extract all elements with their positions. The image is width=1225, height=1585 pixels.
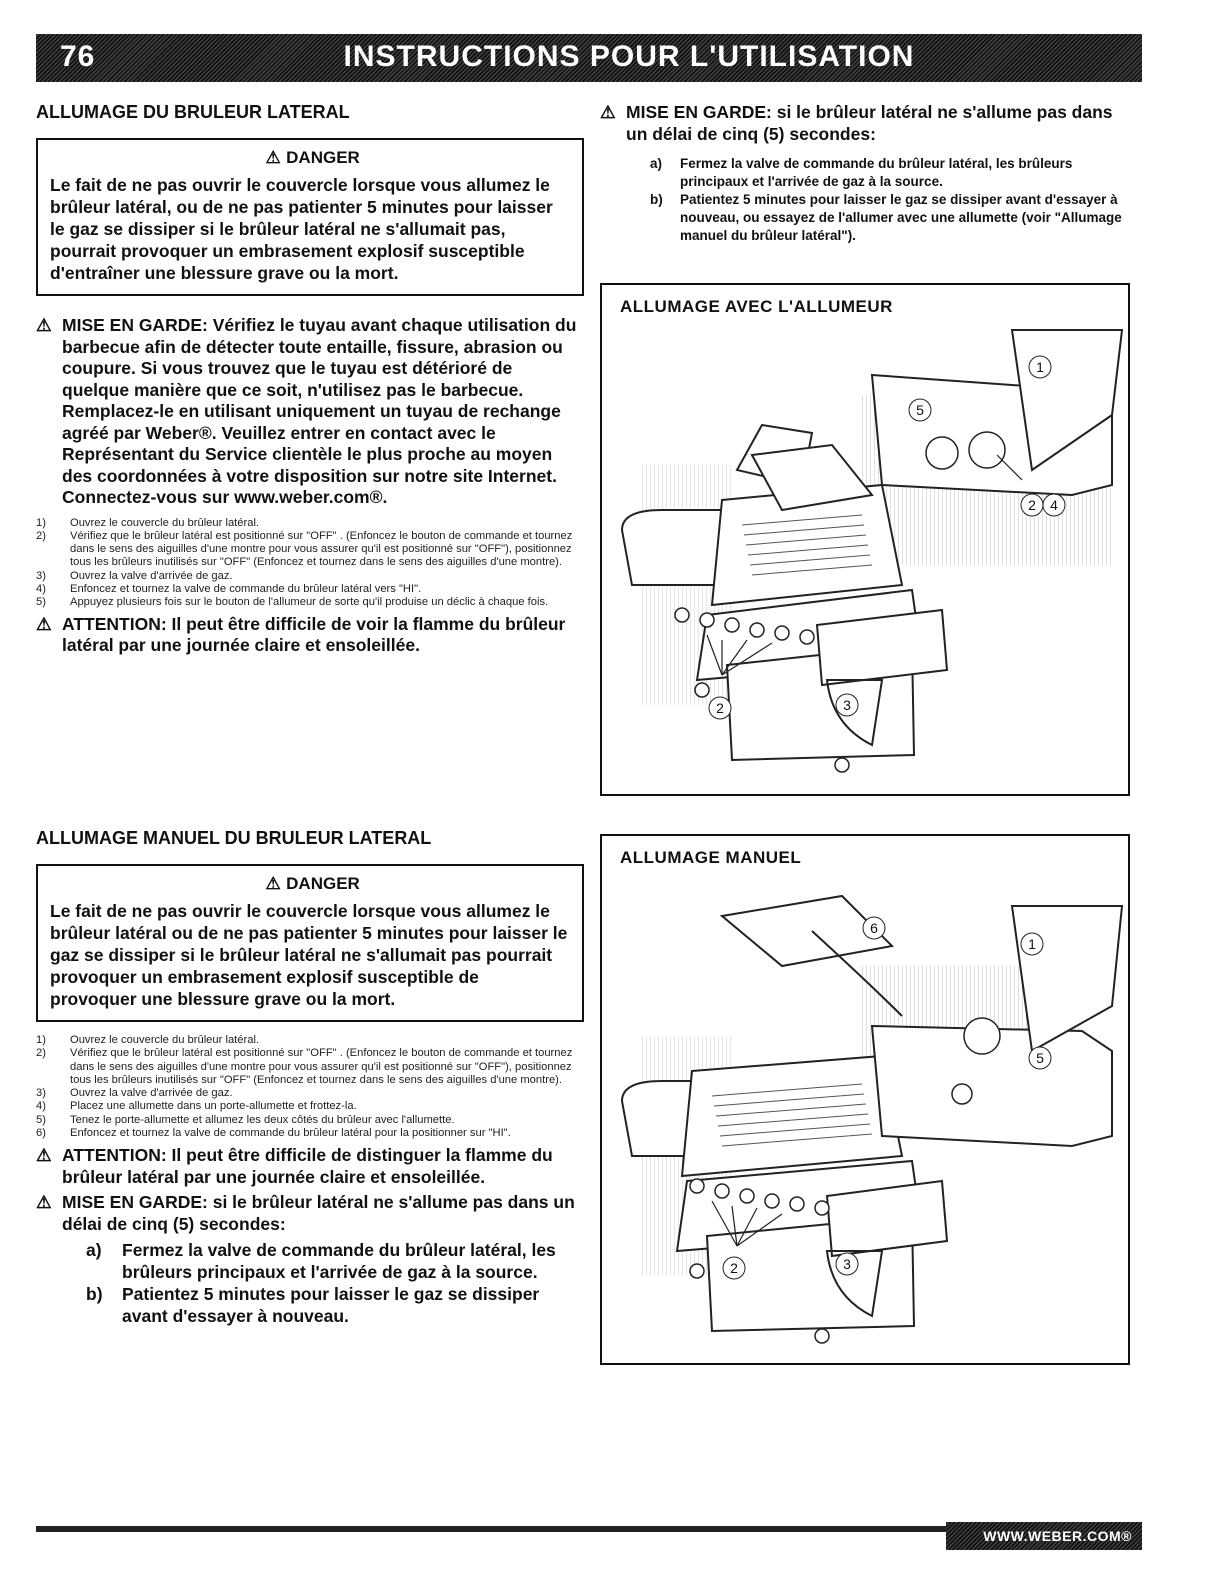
callout-1: 1 bbox=[1036, 359, 1044, 375]
list-item: 3) Ouvrez la valve d'arrivée de gaz. bbox=[36, 1087, 233, 1100]
list-item: 3) Ouvrez la valve d'arrivée de gaz. bbox=[36, 569, 233, 582]
attention-text: ATTENTION: Il peut être difficile de voir la flamme du brûleur latéral par une journée claire et ensoleillée. bbox=[62, 613, 566, 656]
callout-3: 3 bbox=[843, 697, 851, 713]
danger-text: Le fait de ne pas ouvrir le couvercle lorsque vous allumez le brûleur latéral ou de ne pas patienter 5 minutes pour laisser le gaz se dissiper si le brûleur latéral ne s'allumait pas pourrait provoquer un embrasement explosif susceptible de provoquer une blessure grave ou la mort. bbox=[50, 901, 568, 1009]
callout-5: 5 bbox=[916, 402, 924, 418]
warning-triangle-icon: ⚠ bbox=[36, 1192, 52, 1213]
warning-hose-check bbox=[36, 315, 584, 509]
steps-list bbox=[36, 517, 584, 610]
list-item: 1) Ouvrez le couvercle du brûleur latéral. bbox=[36, 1034, 260, 1046]
list-item: a) Fermez la valve de commande du brûleur latéral, les brûleurs principaux et l'arrivée de gaz à la source. bbox=[650, 156, 1073, 189]
figure-title: ALLUMAGE MANUEL bbox=[620, 848, 802, 867]
footer-url-tab bbox=[946, 1522, 1142, 1550]
danger-text: Le fait de ne pas ouvrir le couvercle lorsque vous allumez le brûleur latéral, ou de ne pas patienter 5 minutes pour laisser le gaz se dissiper si le brûleur latéral ne s'allumait pas, pourrait provoquer un embrasement explosif susceptible d'entraîner une blessure grave ou la mort. bbox=[50, 175, 553, 283]
list-item: 5) Tenez le porte-allumette et allumez les deux côtés du brûleur avec l'allumette. bbox=[36, 1113, 455, 1126]
grill-illustration bbox=[602, 285, 1128, 794]
section-title: ALLUMAGE DU BRULEUR LATERAL bbox=[36, 102, 350, 122]
section-title: ALLUMAGE MANUEL DU BRULEUR LATERAL bbox=[36, 828, 432, 848]
page-header bbox=[36, 34, 1142, 82]
list-item: 5) Appuyez plusieurs fois sur le bouton de l'allumeur de sorte qu'il produise un déclic à chaque fois. bbox=[36, 596, 549, 609]
callout-2b: 2 bbox=[716, 700, 724, 716]
footer-url: WWW.WEBER.COM® bbox=[983, 1528, 1132, 1544]
warning-text: MISE EN GARDE: si le brûleur latéral ne s'allume pas dans un délai de cinq (5) secondes: bbox=[62, 1192, 575, 1234]
figure-allumage-manuel bbox=[600, 834, 1130, 1365]
list-item: 4) Enfoncez et tournez la valve de commande du brûleur latéral vers "HI". bbox=[36, 582, 422, 595]
warning-triangle-icon: ⚠ bbox=[36, 315, 52, 335]
warning-no-ignition bbox=[600, 102, 1130, 145]
warning-text: MISE EN GARDE: Vérifiez le tuyau avant chaque utilisation du barbecue afin de détecter toute entaille, fissure, abrasion ou coupure. Si vous trouvez que le tuyau est détérioré de quelque manière que ce soit, n'utilisez pas le barbecue. Remplacez-le en utilisant uniquement un tuyau de rechange agréé par Weber®. Veuillez entrer en contact avec le Représentant du Service clientèle le plus proche au moyen des coordonnées à votre disposition sur notre site Internet. Connectez-vous sur www.weber.com®. bbox=[62, 315, 577, 507]
attention-text: ATTENTION: Il peut être difficile de distinguer la flamme du brûleur latéral par une journée claire et ensoleillée. bbox=[62, 1145, 553, 1187]
grill-illustration bbox=[602, 836, 1128, 1363]
attention-note bbox=[36, 614, 584, 657]
warning-no-ignition bbox=[36, 1192, 584, 1235]
list-item: 2) Vérifiez que le brûleur latéral est positionné sur "OFF" . (Enfoncez le bouton de commande et tournez dans le sens des aiguilles d'une montre pour vous assurer qu'il est positionné sur "OFF"), positionnez tous les brûleurs inutilisés sur "OFF" (Enfoncez et tournez dans le sens des aiguilles d'une montre). bbox=[36, 529, 573, 569]
warning-text: MISE EN GARDE: si le brûleur latéral ne s'allume pas dans un délai de cinq (5) secondes: bbox=[626, 102, 1113, 144]
list-item: b) Patientez 5 minutes pour laisser le gaz se dissiper avant d'essayer à nouveau, ou essayez de l'allumer avec une allumette (voir "Allumage manuel du brûleur latéral"). bbox=[650, 192, 1122, 243]
warning-triangle-icon: ⚠ bbox=[265, 874, 281, 893]
danger-box bbox=[36, 864, 584, 1022]
list-item: a) Fermez la valve de commande du brûleur latéral, les brûleurs principaux et l'arrivée de gaz à la source. bbox=[86, 1240, 556, 1283]
list-item: 4) Placez une allumette dans un porte-allumette et frottez-la. bbox=[36, 1100, 357, 1113]
page-number: 76 bbox=[60, 40, 96, 73]
callout-1: 1 bbox=[1028, 936, 1036, 952]
list-item: b) Patientez 5 minutes pour laisser le gaz se dissiper avant d'essayer à nouveau. bbox=[86, 1284, 540, 1327]
callout-6: 6 bbox=[870, 920, 878, 936]
list-item: 2) Vérifiez que le brûleur latéral est positionné sur "OFF" . (Enfoncez le bouton de commande et tournez dans le sens des aiguilles d'une montre pour vous assurer qu'il est positionné sur "OFF"), positionnez tous les brûleurs inutilisés sur "OFF" (Enfoncez et tournez dans le sens des aiguilles d'une montre). bbox=[36, 1047, 573, 1086]
callout-4: 4 bbox=[1050, 497, 1058, 513]
warning-triangle-icon: ⚠ bbox=[36, 1145, 52, 1166]
danger-heading: DANGER bbox=[286, 874, 360, 893]
figure-allumage-allumeur bbox=[600, 283, 1130, 796]
attention-note bbox=[36, 1145, 584, 1188]
list-item: 1) Ouvrez le couvercle du brûleur latéral. bbox=[36, 516, 260, 529]
section-allumage-bruleur-lateral bbox=[36, 102, 584, 657]
danger-box bbox=[36, 138, 584, 296]
warning-triangle-icon: ⚠ bbox=[600, 102, 616, 122]
page-title: INSTRUCTIONS POUR L'UTILISATION bbox=[343, 40, 915, 73]
callout-2: 2 bbox=[1028, 497, 1036, 513]
danger-heading: DANGER bbox=[286, 148, 360, 167]
callout-3: 3 bbox=[843, 1256, 851, 1272]
list-item: 6) Enfoncez et tournez la valve de commande du brûleur latéral pour la positionner sur "HI". bbox=[36, 1127, 511, 1140]
section-allumage-manuel bbox=[36, 828, 584, 1327]
right-top-warning bbox=[600, 102, 1130, 245]
figure-title: ALLUMAGE AVEC L'ALLUMEUR bbox=[620, 297, 893, 316]
warning-triangle-icon: ⚠ bbox=[265, 148, 281, 167]
callout-2: 2 bbox=[730, 1260, 738, 1276]
steps-list bbox=[36, 1034, 584, 1140]
callout-5: 5 bbox=[1036, 1050, 1044, 1066]
warning-triangle-icon: ⚠ bbox=[36, 613, 52, 634]
